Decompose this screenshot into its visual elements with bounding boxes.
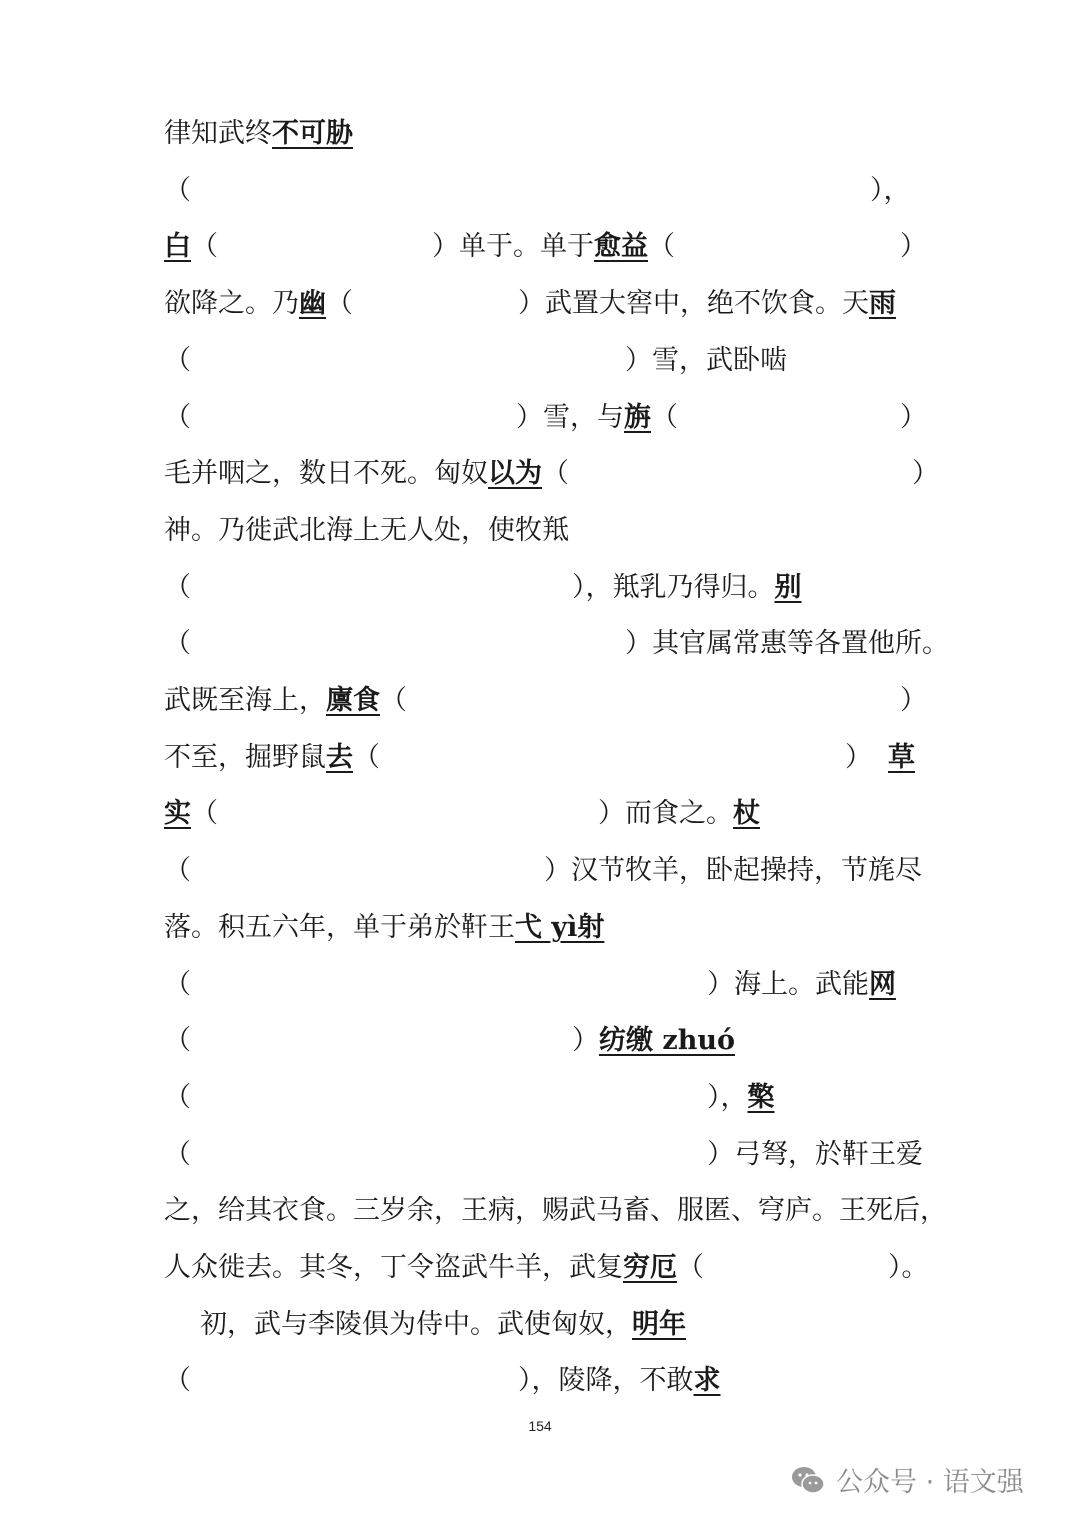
text-segment: （ bbox=[164, 1138, 191, 1170]
text-segment: （ bbox=[164, 571, 191, 603]
text-segment: 不至，掘野鼠 bbox=[164, 741, 326, 773]
text-segment: （ bbox=[677, 1252, 704, 1283]
text-segment: ），羝乳乃得归。 bbox=[572, 571, 775, 603]
underlined-term: 廪食 bbox=[326, 685, 380, 716]
text-segment: （ bbox=[164, 401, 191, 433]
wechat-icon bbox=[790, 1464, 826, 1496]
text-segment: 人众徙去。其冬，丁令盗武牛羊，武复 bbox=[164, 1252, 623, 1283]
text-segment: （ bbox=[191, 798, 218, 830]
text-segment: ） bbox=[572, 1025, 599, 1057]
text-segment: 律知武终 bbox=[164, 118, 272, 149]
text-segment: （ bbox=[191, 231, 218, 263]
underlined-term: 旃 bbox=[624, 401, 651, 433]
text-segment: ）。 bbox=[888, 1252, 929, 1283]
text-segment: （ bbox=[164, 1365, 191, 1397]
underlined-term: 求 bbox=[693, 1365, 721, 1397]
text-segment: ） bbox=[845, 741, 872, 773]
underlined-term: 白 bbox=[164, 231, 191, 263]
text-segment: ）弓弩，於靬王爱 bbox=[707, 1138, 923, 1170]
text-segment: （ bbox=[353, 741, 380, 773]
text-segment: （ bbox=[542, 458, 569, 490]
text-segment: （ bbox=[164, 968, 191, 1000]
page-number: 154 bbox=[528, 1418, 552, 1434]
text-segment: ） bbox=[912, 458, 939, 490]
underlined-term: 弋 yì射 bbox=[515, 911, 605, 943]
text-segment: ）其官属常惠等各置他所。 bbox=[625, 628, 949, 660]
text-segment: ） bbox=[900, 685, 927, 716]
text-segment: （ bbox=[380, 685, 407, 716]
underlined-term: 草 bbox=[888, 741, 915, 773]
text-segment: 武既至海上， bbox=[164, 685, 326, 716]
text-segment: ）雪，与 bbox=[516, 401, 624, 433]
text-segment: ）雪，武卧啮 bbox=[625, 344, 787, 376]
text-segment: 神。乃徙武北海上无人处，使牧羝 bbox=[164, 514, 569, 546]
text-segment: （ bbox=[164, 344, 191, 376]
text-segment: 之，给其衣食。三岁余，王病，赐武马畜、服匿、穹庐。王死后， bbox=[164, 1195, 947, 1227]
text-segment: （ bbox=[164, 174, 191, 206]
underlined-term: 穷厄 bbox=[623, 1252, 677, 1283]
text-segment: （ bbox=[164, 855, 191, 887]
underlined-term: 雨 bbox=[869, 288, 896, 320]
text-segment: 初，武与李陵俱为侍中。武使匈奴， bbox=[200, 1308, 632, 1340]
text-segment: 欲降之。乃 bbox=[164, 288, 299, 320]
text-segment: ）汉节牧羊，卧起操持，节旄尽 bbox=[544, 855, 922, 887]
underlined-term: 杖 bbox=[733, 798, 760, 830]
text-segment: ）， bbox=[707, 1081, 748, 1113]
underlined-term: 幽 bbox=[299, 288, 326, 320]
text-segment: （ bbox=[164, 1081, 191, 1113]
underlined-term: 别 bbox=[774, 571, 802, 603]
text-segment: ）单于。单于 bbox=[432, 231, 594, 263]
text-segment: ） bbox=[900, 401, 927, 433]
text-segment: ）海上。武能 bbox=[707, 968, 869, 1000]
text-segment: 落。积五六年，单于弟於靬王 bbox=[164, 911, 515, 943]
text-segment: （ bbox=[326, 288, 353, 320]
underlined-term: 明年 bbox=[632, 1308, 686, 1340]
text-segment: 毛并咽之，数日不死。匈奴 bbox=[164, 458, 488, 490]
text-segment: （ bbox=[164, 628, 191, 660]
text-segment: （ bbox=[164, 1025, 191, 1057]
underlined-term: 不可胁 bbox=[272, 118, 353, 149]
watermark-text: 公众号 · 语文强 bbox=[836, 1467, 1024, 1498]
text-segment: （ bbox=[651, 401, 678, 433]
underlined-term: 以为 bbox=[488, 458, 542, 490]
underlined-term: 去 bbox=[326, 741, 353, 773]
watermark bbox=[790, 1460, 1024, 1499]
underlined-term: 实 bbox=[164, 798, 191, 830]
underlined-term: 檠 bbox=[747, 1081, 775, 1113]
underlined-term: 纺缴 zhuó bbox=[599, 1025, 736, 1057]
text-segment: ） bbox=[900, 231, 927, 263]
text-segment: ）， bbox=[870, 174, 911, 206]
text-segment: ）而食之。 bbox=[598, 798, 733, 830]
text-segment: （ bbox=[648, 231, 675, 263]
underlined-term: 愈益 bbox=[594, 231, 648, 263]
underlined-term: 网 bbox=[869, 968, 896, 1000]
text-segment: ），陵降，不敢 bbox=[518, 1365, 694, 1397]
text-segment: ）武置大窖中，绝不饮食。天 bbox=[518, 288, 869, 320]
